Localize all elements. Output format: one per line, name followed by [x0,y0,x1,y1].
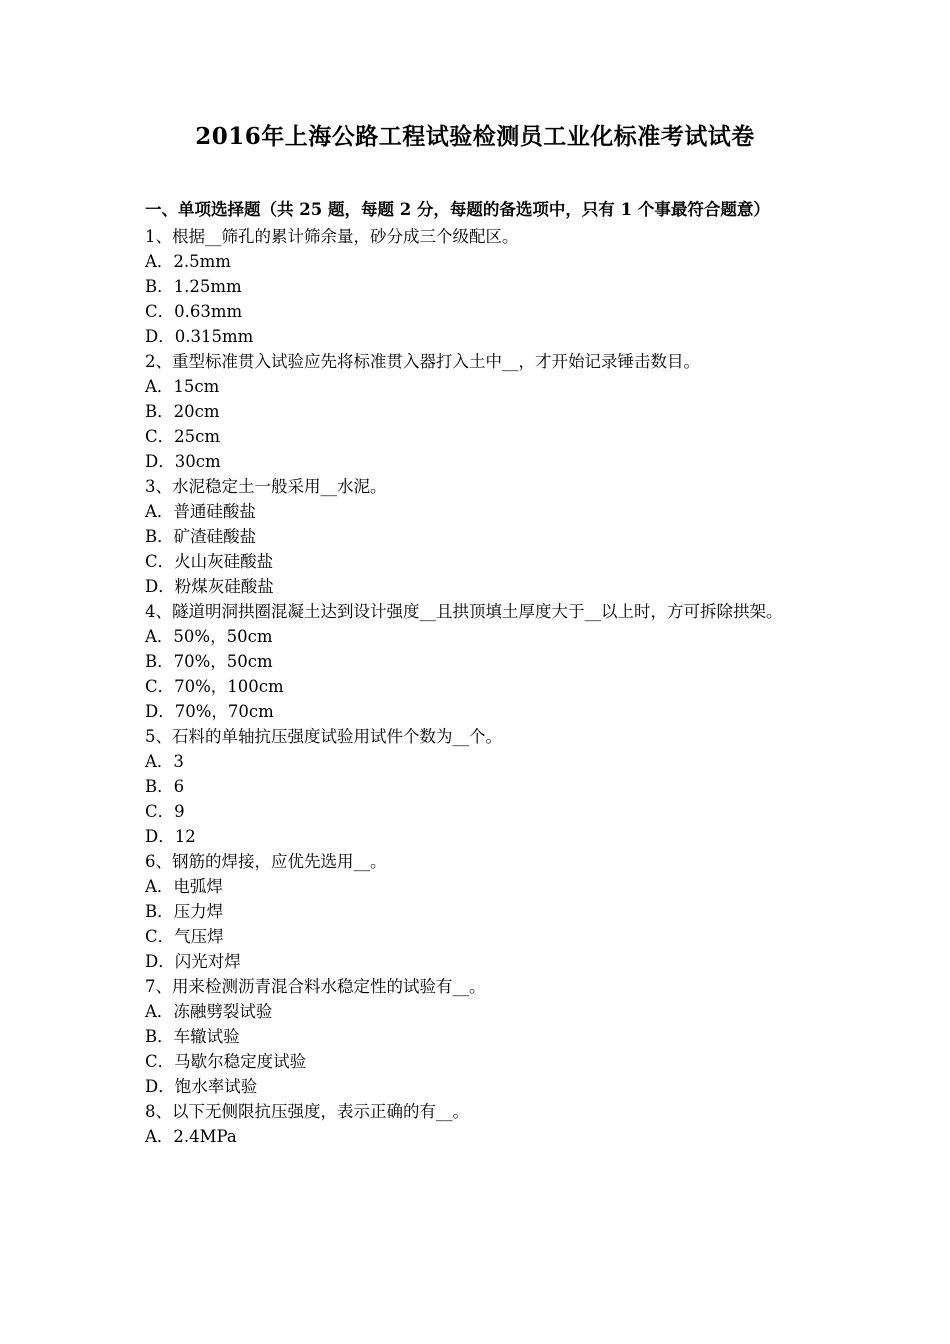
question-item [145,724,810,849]
option-b: B．压力焊 [145,902,224,921]
option-d: D．30cm [145,452,221,471]
question-stem: 2、重型标准贯入试验应先将标准贯入器打入土中__，才开始记录锤击数目。 [145,352,700,371]
question-item [145,1099,810,1149]
question-stem: 1、根据__筛孔的累计筛余量，砂分成三个级配区。 [145,227,519,246]
question-item [145,349,810,474]
question-item [145,974,810,1099]
option-c: C．0.63mm [145,302,243,321]
option-c: C．气压焊 [145,927,224,946]
option-b: B．70%，50cm [145,652,273,671]
question-item [145,599,810,724]
option-c: C．70%，100cm [145,677,284,696]
option-d: D．0.315mm [145,327,254,346]
question-item [145,849,810,974]
option-a: A．2.5mm [145,252,231,271]
option-d: D．粉煤灰硅酸盐 [145,577,274,596]
question-stem: 6、钢筋的焊接，应优先选用__。 [145,852,387,871]
option-b: B．1.25mm [145,277,242,296]
option-c: C．25cm [145,427,221,446]
question-stem: 3、水泥稳定土一般采用__水泥。 [145,477,387,496]
option-a: A．冻融劈裂试验 [145,1002,273,1021]
option-a: A．普通硅酸盐 [145,502,256,521]
document-title: 2016年上海公路工程试验检测员工业化标准考试试卷 [195,123,755,150]
option-b: B．6 [145,777,185,796]
option-d: D．70%，70cm [145,702,274,721]
section-heading: 一、单项选择题（共 25 题，每题 2 分，每题的备选项中，只有 1 个事最符合题意） [145,200,770,219]
question-stem: 5、石料的单轴抗压强度试验用试件个数为__个。 [145,727,502,746]
question-item [145,474,810,599]
option-c: C．马歇尔稳定度试验 [145,1052,307,1071]
option-d: D．闪光对焊 [145,952,241,971]
question-stem: 7、用来检测沥青混合料水稳定性的试验有__。 [145,977,486,996]
question-stem: 4、隧道明洞拱圈混凝土达到设计强度__且拱顶填土厚度大于__以上时，方可拆除拱架。 [145,602,783,621]
question-stem: 8、以下无侧限抗压强度，表示正确的有__。 [145,1102,469,1121]
option-b: B．车辙试验 [145,1027,240,1046]
option-a: A．2.4MPa [145,1127,237,1146]
option-d: D．饱水率试验 [145,1077,258,1096]
option-a: A．50%，50cm [145,627,273,646]
option-b: B．20cm [145,402,220,421]
option-b: B．矿渣硅酸盐 [145,527,257,546]
option-a: A．3 [145,752,184,771]
option-a: A．15cm [145,377,220,396]
document-body [145,198,810,1149]
question-item [145,224,810,349]
option-a: A．电弧焊 [145,877,223,896]
option-d: D．12 [145,827,196,846]
option-c: C．火山灰硅酸盐 [145,552,274,571]
option-c: C．9 [145,802,185,821]
